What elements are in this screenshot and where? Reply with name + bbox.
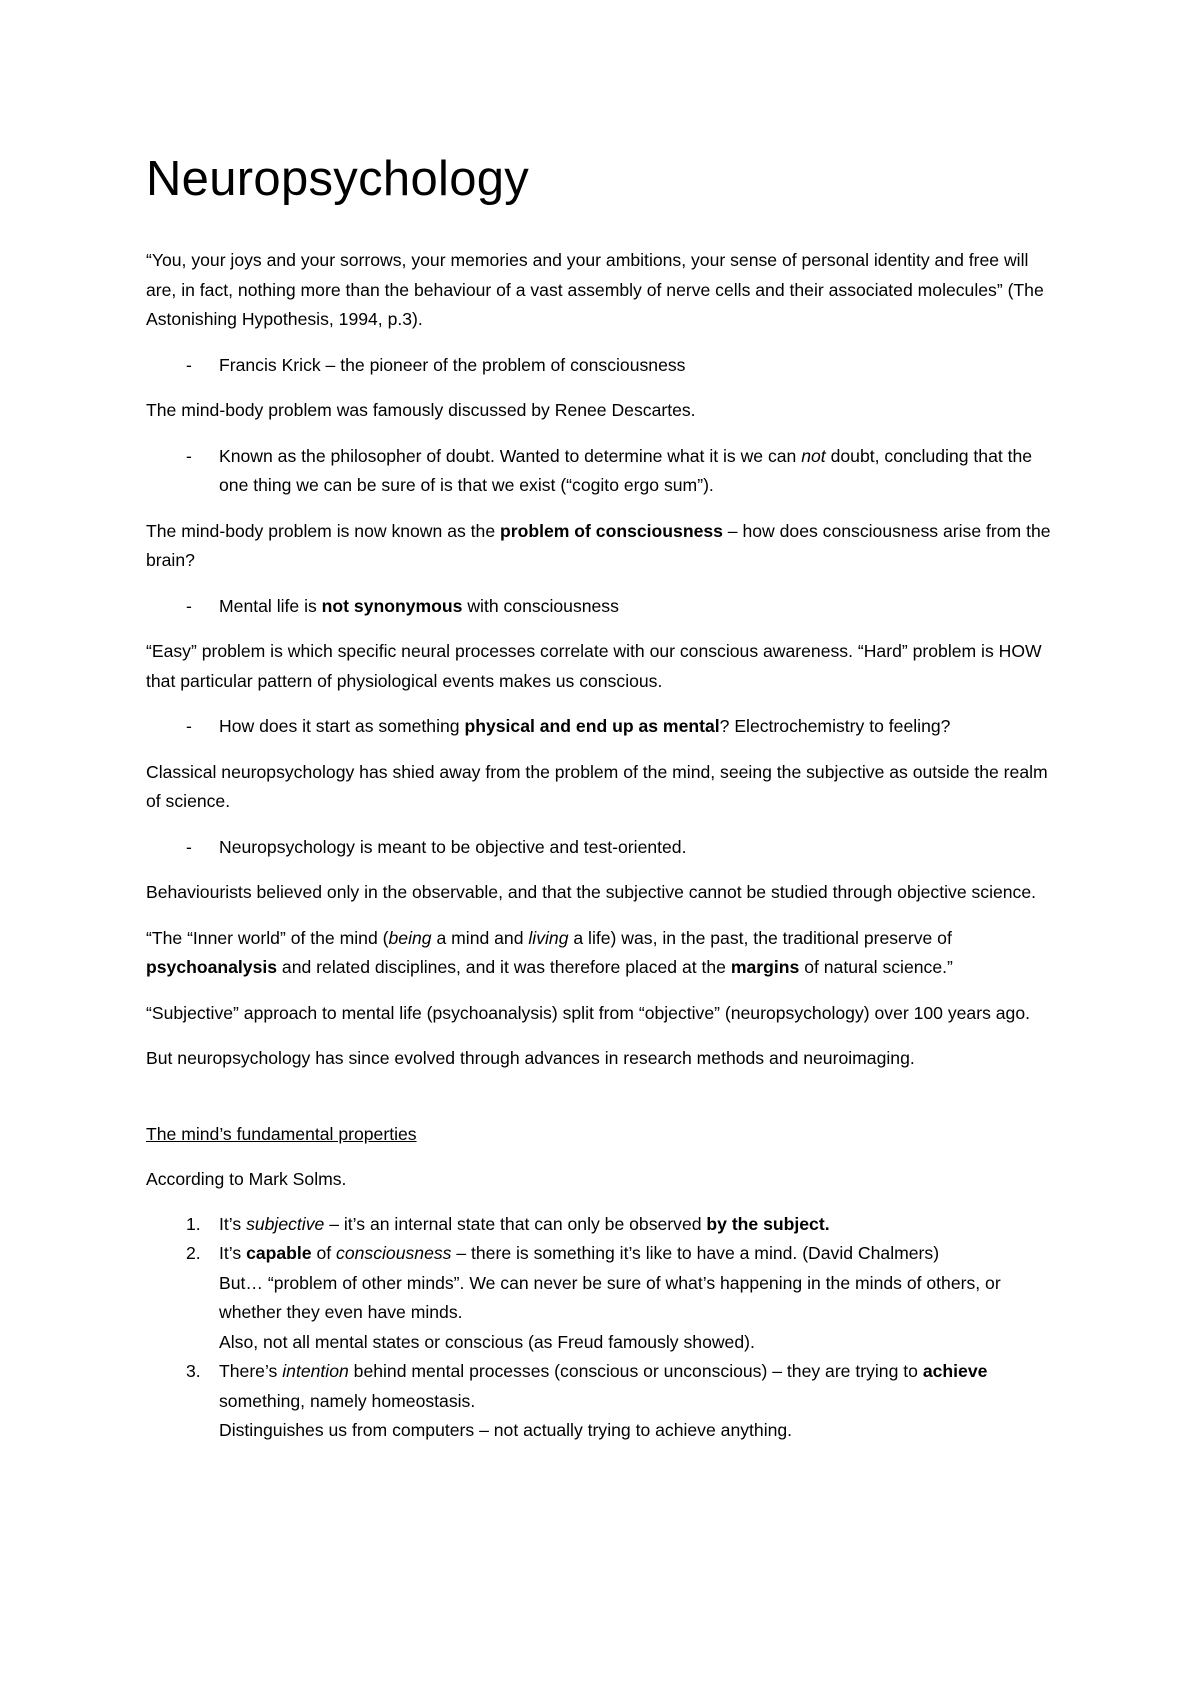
- list-item: 1. It’s subjective – it’s an internal state that can only be observed by the subject.: [186, 1213, 830, 1234]
- bullet-doubt: - Known as the philosopher of doubt. Wanted to determine what it is we can not doubt, concluding that the one thing we can be sure of is that we exist (“cogito ergo sum”).: [146, 442, 1056, 501]
- bullet-marker: -: [186, 595, 192, 616]
- list-item: 3. There’s intention behind mental processes (conscious or unconscious) – they are trying to achieve something, namely homeostasis. Distinguishes us from computers – not actually trying to achieve anything.: [186, 1361, 988, 1440]
- bullet-objective: - Neuropsychology is meant to be objective and test-oriented.: [146, 833, 1056, 863]
- bullet-marker: -: [186, 836, 192, 857]
- document-body: [146, 146, 1056, 1446]
- bullet-marker: -: [186, 354, 192, 375]
- paragraph-behaviourists: Behaviourists believed only in the observable, and that the subjective cannot be studied through objective science.: [146, 882, 1037, 902]
- bullet-marker: -: [186, 716, 192, 736]
- paragraph-consciousness: The mind-body problem is now known as the problem of consciousness – how does consciousness arise from the brain?: [146, 520, 1051, 570]
- paragraph-descartes: The mind-body problem was famously discussed by Renee Descartes.: [146, 400, 696, 420]
- section-heading: The mind’s fundamental properties: [146, 1123, 417, 1144]
- page-title: Neuropsychology: [146, 152, 530, 206]
- paragraph-easy-hard: “Easy” problem is which specific neural processes correlate with our conscious awareness. “Hard” problem is HOW that particular pattern of physiological events makes us conscious.: [146, 641, 1042, 691]
- bullet-physical-mental: - How does it start as something physical and end up as mental? Electrochemistry to feeling?: [146, 712, 1056, 742]
- paragraph-classical: Classical neuropsychology has shied away from the problem of the mind, seeing the subjective as outside the realm of science.: [146, 761, 1048, 811]
- opening-quote: “You, your joys and your sorrows, your memories and your ambitions, your sense of personal identity and free will are, in fact, nothing more than the behaviour of a vast assembly of nerve cells and their associated molecules” (The Astonishing Hypothesis, 1994, p.3).: [146, 250, 1044, 329]
- paragraph-subjective: “Subjective” approach to mental life (psychoanalysis) split from “objective” (neuropsychology) over 100 years ago.: [146, 1002, 1031, 1023]
- bullet-mental-life: - Mental life is not synonymous with consciousness: [146, 592, 1056, 622]
- bullet-marker: -: [186, 445, 192, 466]
- bullet-crick: - Francis Krick – the pioneer of the problem of consciousness: [146, 351, 1056, 381]
- paragraph-evolved: But neuropsychology has since evolved through advances in research methods and neuroimaging.: [146, 1048, 915, 1068]
- properties-list: [146, 1210, 1056, 1446]
- list-item: 2. It’s capable of consciousness – there is something it’s like to have a mind. (David Chalmers) But… “problem of other minds”. We can never be sure of what’s happening in the minds of others, or whether they even have minds. Also, not all mental states or conscious (as Freud famously showed).: [186, 1243, 1001, 1352]
- paragraph-solms: According to Mark Solms.: [146, 1169, 347, 1189]
- paragraph-inner-world: “The “Inner world” of the mind (being a mind and living a life) was, in the past, the traditional preserve of psychoanalysis and related disciplines, and it was therefore placed at the margins of natural science.”: [146, 927, 953, 977]
